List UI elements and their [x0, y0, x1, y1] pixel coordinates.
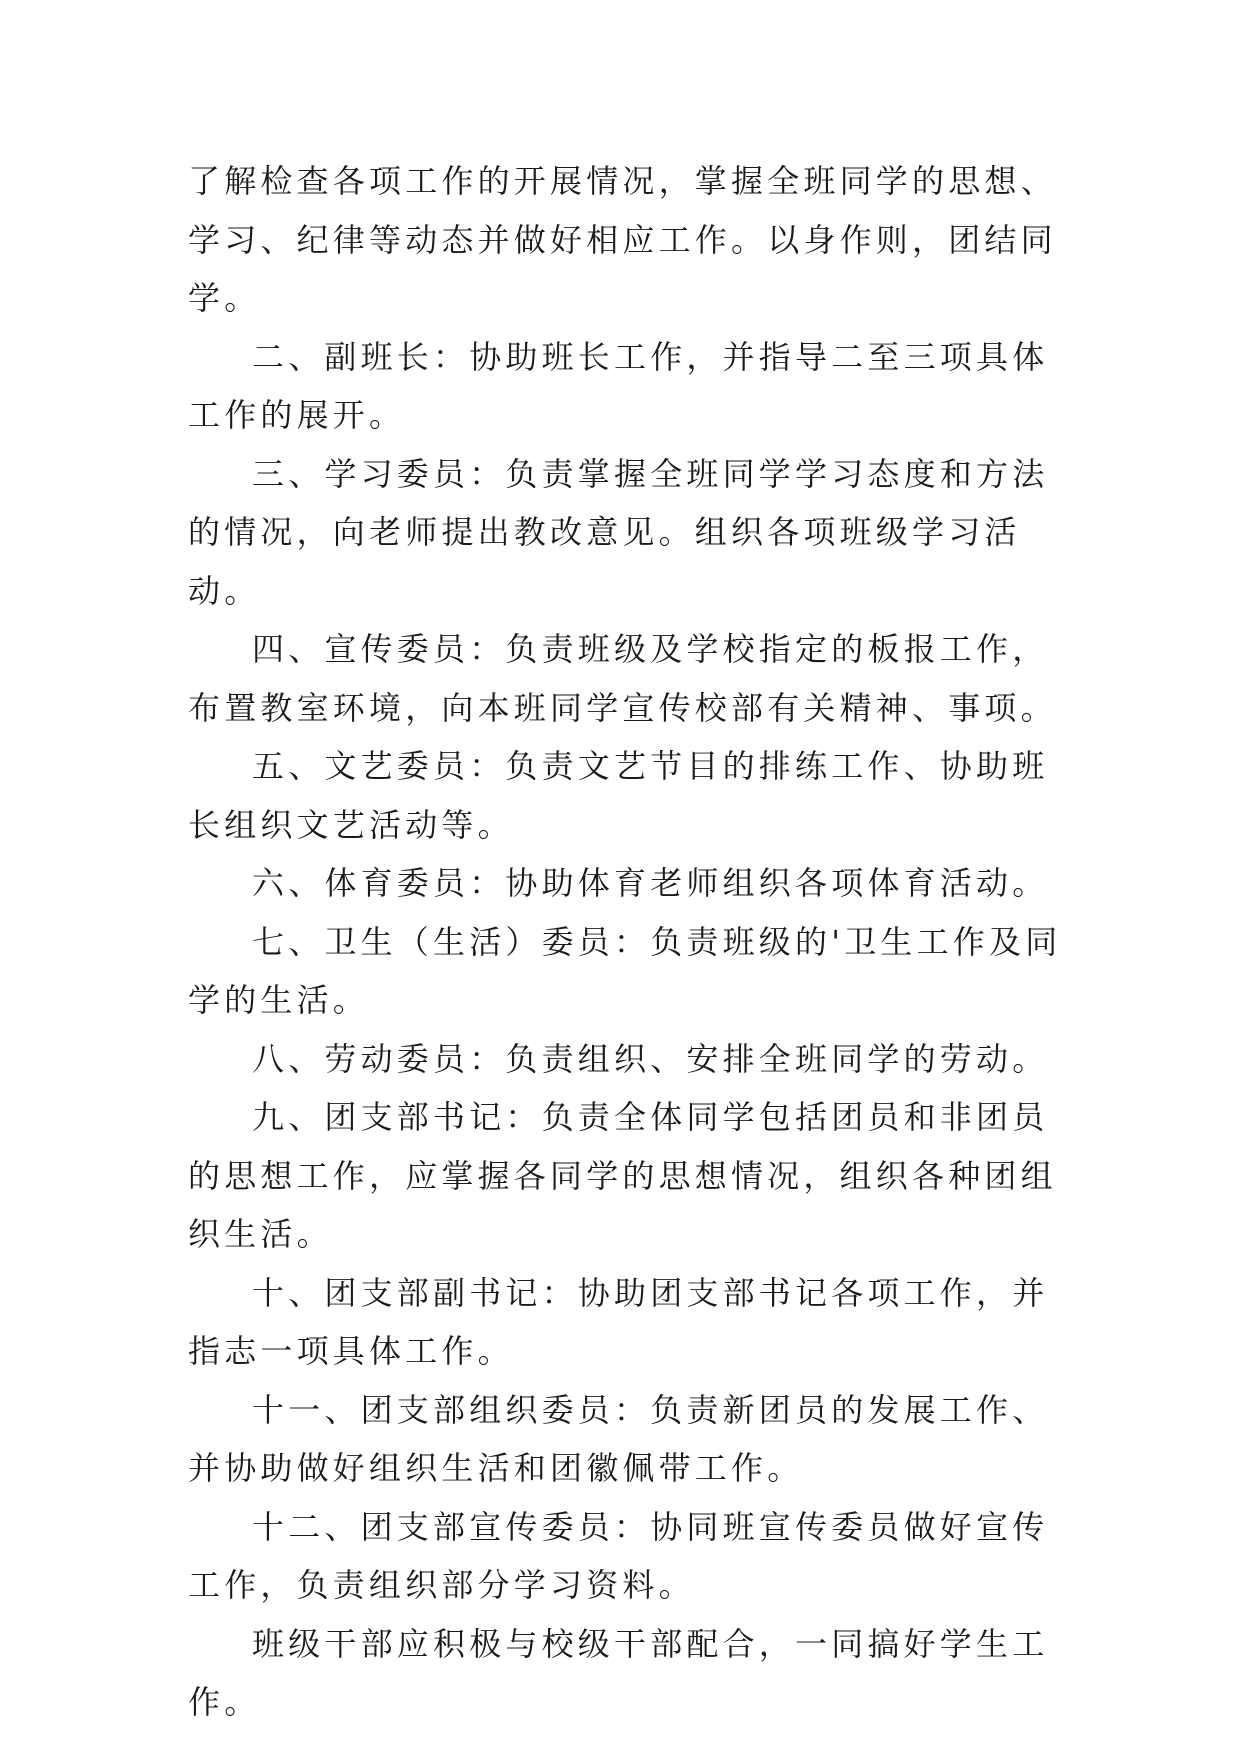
paragraph-league-secretary: 九、团支部书记：负责全体同学包括团员和非团员的思想工作，应掌握各同学的思想情况，组织各种团组织生活。 [188, 1098, 1057, 1253]
document-body [188, 152, 1068, 1732]
paragraph-league-organization-committee: 十一、团支部组织委员：负责新团员的发展工作、并协助做好组织生活和团徽佩带工作。 [188, 1390, 1049, 1487]
paragraph-closing: 班级干部应积极与校级干部配合，一同搞好学生工作。 [188, 1624, 1049, 1721]
paragraph-league-publicity-committee: 十二、团支部宣传委员：协同班宣传委员做好宣传工作，负责组织部分学习资料。 [188, 1507, 1049, 1604]
paragraph-study-committee: 三、学习委员：负责掌握全班同学学习态度和方法的情况，向老师提出教改意见。组织各项班级学习活动。 [188, 454, 1049, 610]
paragraph-labor-committee: 八、劳动委员：负责组织、安排全班同学的劳动。 [252, 1039, 1049, 1078]
paragraph-league-deputy-secretary: 十、团支部副书记：协助团支部书记各项工作，并指志一项具体工作。 [188, 1273, 1049, 1370]
paragraph-continuation: 了解检查各项工作的开展情况，掌握全班同学的思想、学习、纪律等动态并做好相应工作。以身作则，团结同学。 [188, 162, 1057, 317]
paragraph-arts-committee: 五、文艺委员：负责文艺节目的排练工作、协助班长组织文艺活动等。 [188, 747, 1049, 844]
paragraph-publicity-committee: 四、宣传委员：负责班级及学校指定的板报工作，布置教室环境，向本班同学宣传校部有关精神、事项。 [188, 630, 1057, 727]
paragraph-vice-monitor: 二、副班长：协助班长工作，并指导二至三项具体工作的展开。 [188, 337, 1049, 434]
paragraph-sports-committee: 六、体育委员：协助体育老师组织各项体育活动。 [252, 864, 1049, 902]
paragraph-hygiene-committee: 七、卫生（生活）委员：负责班级的'卫生工作及同学的生活。 [188, 922, 1062, 1019]
